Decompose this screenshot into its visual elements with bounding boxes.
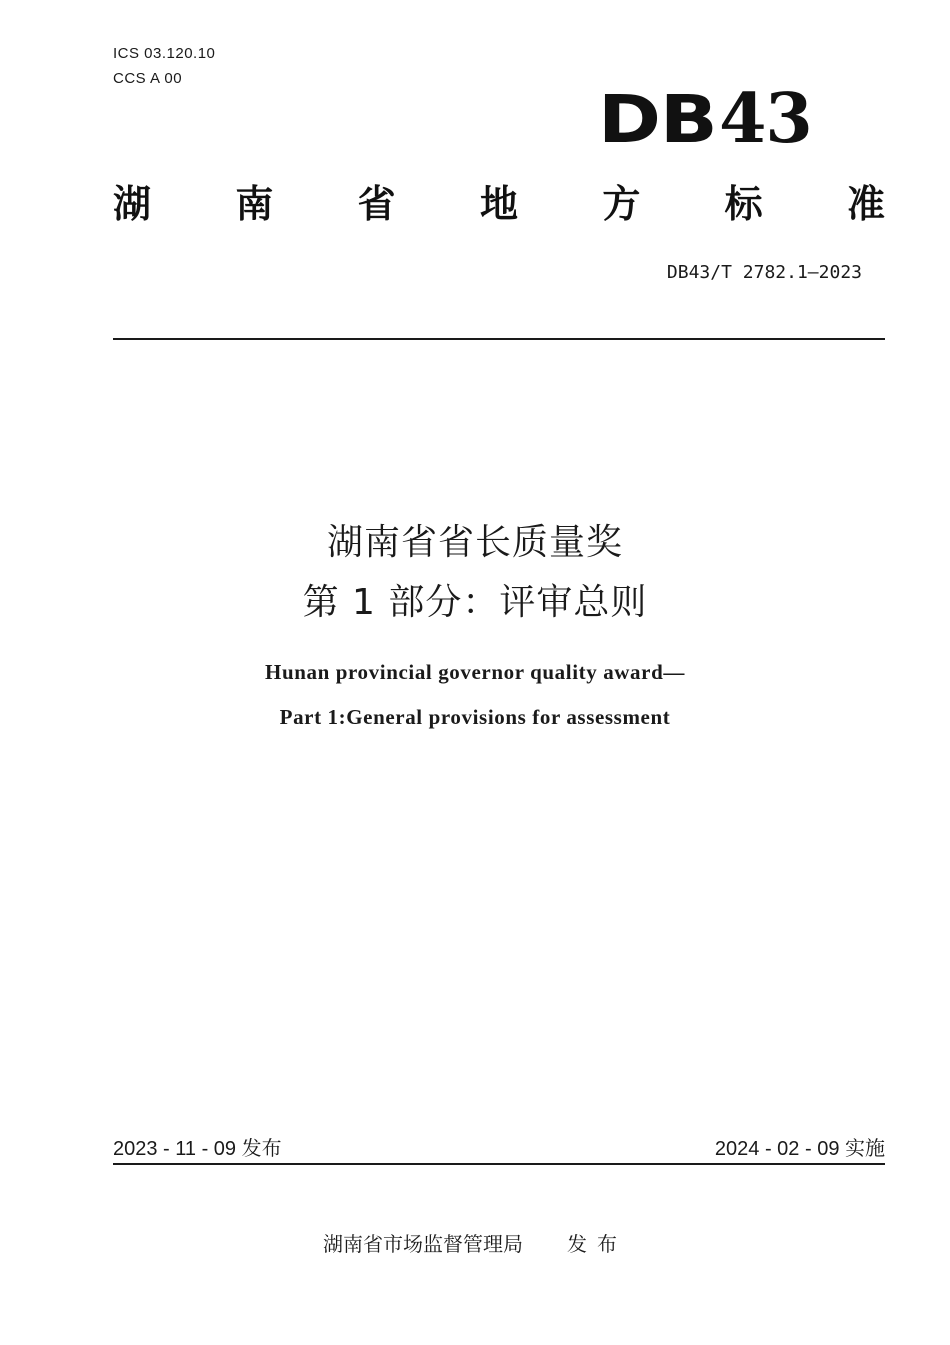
header-divider <box>113 338 885 340</box>
standard-type-char: 方 <box>602 182 641 226</box>
title-en-line-2: Part 1:General provisions for assessment <box>279 705 671 729</box>
title-cn-line-2: 第 1 部分：评审总则 <box>302 582 648 623</box>
ccs-code: CCS A 00 <box>113 70 183 87</box>
standard-type-char: 南 <box>235 182 274 226</box>
db-logo-number: 43 <box>719 79 812 159</box>
standard-type-char: 地 <box>479 182 518 226</box>
standard-type-char: 省 <box>357 182 396 226</box>
publisher-line <box>0 1228 950 1257</box>
issue-date: 2023 - 11 - 09 发布 <box>113 1138 282 1160</box>
title-en-line-1: Hunan provincial governor quality award— <box>265 660 685 684</box>
implementation-date: 2024 - 02 - 09 实施 <box>714 1138 885 1160</box>
footer-divider <box>113 1163 885 1165</box>
db-logo-prefix: DB <box>598 81 717 158</box>
standard-type-heading <box>113 176 885 232</box>
publisher-action: 发布 <box>567 1232 627 1256</box>
publisher-name: 湖南省市场监督管理局 <box>323 1232 523 1256</box>
title-cn-line-1: 湖南省省长质量奖 <box>326 522 623 563</box>
standard-number: DB43/T 2782.1—2023 <box>666 262 862 283</box>
db-standard-logo <box>598 79 812 159</box>
standard-type-char: 湖 <box>113 182 152 226</box>
ics-code: ICS 03.120.10 <box>113 45 216 62</box>
standard-type-char: 标 <box>724 182 763 226</box>
standard-type-char: 准 <box>846 182 885 226</box>
